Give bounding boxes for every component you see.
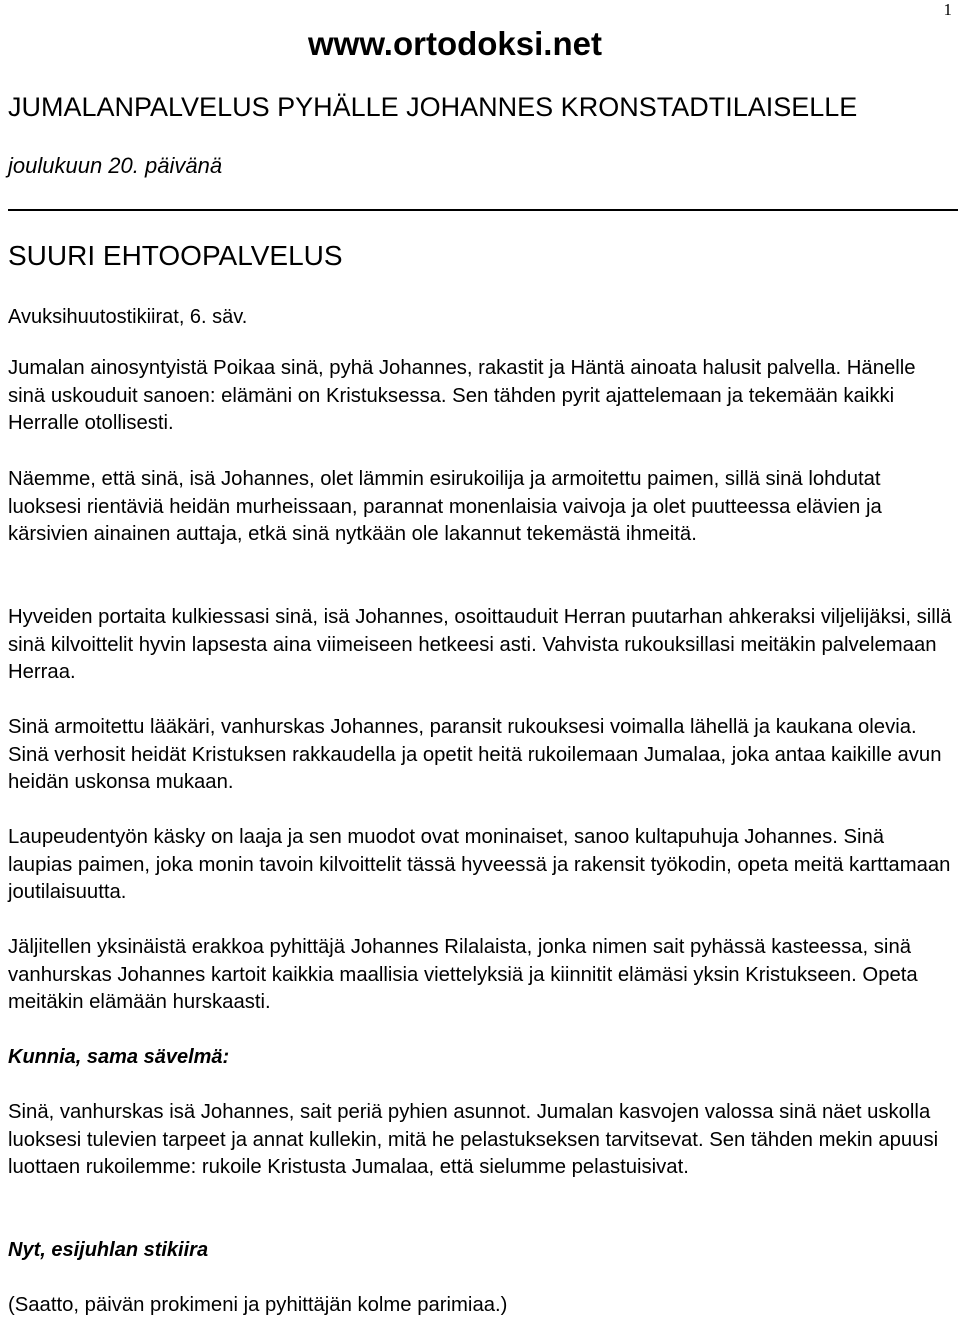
document-title: JUMALANPALVELUS PYHÄLLE JOHANNES KRONSTADTILAISELLE [8,92,858,122]
date-line: joulukuun 20. päivänä [8,153,223,178]
paragraph: Jumalan ainosyntyistä Poikaa sinä, pyhä Johannes, rakastit ja Häntä ainoata halusit palvella. Hänelle sinä uskouduit sanoen: elämäni on Kristuksessa. Sen tähden pyrit ajattelemaan ja tekemään kaikki Herralle otollisesti. [8,357,916,434]
section-heading: SUURI EHTOOPALVELUS [8,240,343,271]
page-number: 1 [943,0,952,19]
paragraph: Näemme, että sinä, isä Johannes, olet lämmin esirukoilija ja armoitettu paimen, sillä sinä lohdutat luoksesi rientäviä heidän murheissaan, parannat monenlaisia vaivoja ja olet puutteessa elävien ja kärsivien ainainen auttaja, etkä sinä nytkään ole lakannut tekemästä ihmeitä. [8,468,882,545]
site-header: www.ortodoksi.net [308,25,602,62]
paragraph: Jäljitellen yksinäistä erakkoa pyhittäjä Johannes Rilalaista, jonka nimen sait pyhässä kasteessa, sinä vanhurskas Johannes kartoit kaikkia maallisia viettelyksiä ja kiinnitit elämäsi yksin Kristukseen. Opeta meitäkin elämään hurskaasti. [8,936,918,1013]
subsection-heading: Avuksihuutostikiirat, 6. säv. [8,306,248,328]
kunnia-heading: Kunnia, sama sävelmä: [8,1046,230,1068]
closing-note: (Saatto, päivän prokimeni ja pyhittäjän kolme parimiaa.) [8,1294,508,1316]
paragraph: Hyveiden portaita kulkiessasi sinä, isä Johannes, osoittauduit Herran puutarhan ahkeraksi viljelijäksi, sillä sinä kilvoittelit hyvin lapsesta aina viimeiseen hetkeesi asti. Vahvista rukouksillasi meitäkin palvelemaan Herraa. [8,606,952,683]
kunnia-paragraph: Sinä, vanhurskas isä Johannes, sait periä pyhien asunnot. Jumalan kasvojen valossa sinä näet uskolla luoksesi tulevien tarpeet ja annat kullekin, mitä he pelastukseksen tarvitsevat. Sen tähden mekin apuusi luottaen rukoilemme: rukoile Kristusta Jumalaa, että sielumme pelastuisivat. [8,1101,939,1178]
divider [8,209,958,211]
paragraph: Laupeudentyön käsky on laaja ja sen muodot ovat moninaiset, sanoo kultapuhuja Johannes. Sinä laupias paimen, joka monin tavoin kilvoittelit tässä hyveessä ja rakensit työkodin, opeta meitä karttamaan joutilaisuutta. [8,826,951,903]
nyt-heading: Nyt, esijuhlan stikiira [8,1239,209,1261]
paragraph: Sinä armoitettu lääkäri, vanhurskas Johannes, paransit rukouksesi voimalla lähellä ja kaukana olevia. Sinä verhosit heidät Kristuksen rakkaudella ja opetit heitä rukoilemaan Jumalaa, joka antaa kaikille avun heidän uskonsa mukaan. [8,716,942,793]
